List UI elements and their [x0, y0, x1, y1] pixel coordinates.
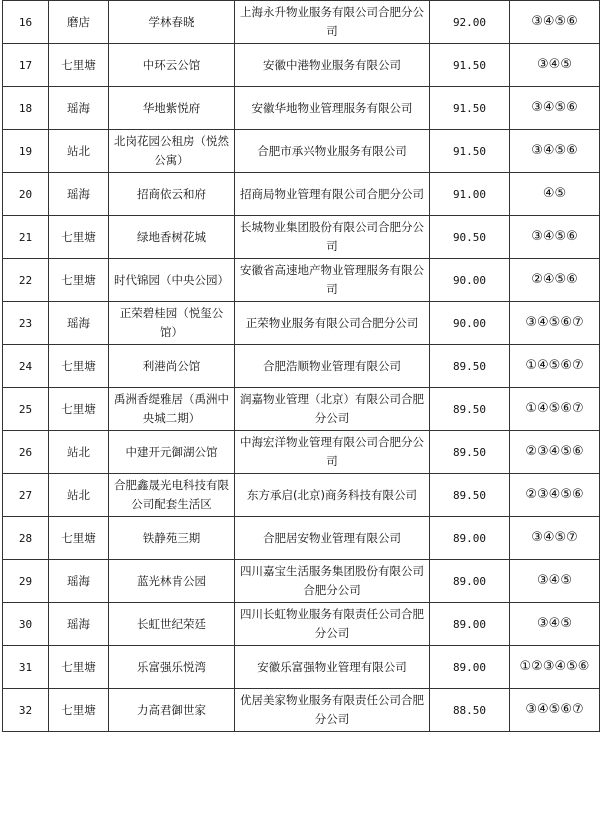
district-cell: 瑶海 — [49, 87, 109, 130]
row-number: 24 — [3, 345, 49, 388]
criteria-tags-cell: ③④⑤⑥ — [510, 87, 600, 130]
table-row — [3, 560, 600, 603]
row-number: 30 — [3, 603, 49, 646]
company-name-cell: 合肥居安物业管理有限公司 — [235, 517, 430, 560]
criteria-tags-cell: ②④⑤⑥ — [510, 259, 600, 302]
project-name-cell: 合肥鑫晟光电科技有限公司配套生活区 — [109, 474, 235, 517]
company-name-cell: 四川嘉宝生活服务集团股份有限公司合肥分公司 — [235, 560, 430, 603]
criteria-tags-cell: ③④⑤⑥⑦ — [510, 302, 600, 345]
criteria-tags-cell: ①②③④⑤⑥ — [510, 646, 600, 689]
score-cell: 92.00 — [430, 1, 510, 44]
criteria-tags-cell: ③④⑤ — [510, 603, 600, 646]
table-row — [3, 345, 600, 388]
row-number: 32 — [3, 689, 49, 732]
row-number: 26 — [3, 431, 49, 474]
row-number: 27 — [3, 474, 49, 517]
table-row — [3, 603, 600, 646]
company-name-cell: 安徽乐富强物业管理有限公司 — [235, 646, 430, 689]
table-row — [3, 44, 600, 87]
company-name-cell: 中海宏洋物业管理有限公司合肥分公司 — [235, 431, 430, 474]
row-number: 19 — [3, 130, 49, 173]
company-name-cell: 四川长虹物业服务有限责任公司合肥分公司 — [235, 603, 430, 646]
table-row — [3, 259, 600, 302]
project-name-cell: 时代锦园（中央公园） — [109, 259, 235, 302]
row-number: 21 — [3, 216, 49, 259]
row-number: 28 — [3, 517, 49, 560]
company-name-cell: 安徽省高速地产物业管理服务有限公司 — [235, 259, 430, 302]
score-cell: 91.50 — [430, 44, 510, 87]
company-name-cell: 安徽华地物业管理服务有限公司 — [235, 87, 430, 130]
table-row — [3, 87, 600, 130]
score-cell: 90.00 — [430, 302, 510, 345]
score-cell: 90.00 — [430, 259, 510, 302]
score-cell: 91.00 — [430, 173, 510, 216]
district-cell: 站北 — [49, 431, 109, 474]
criteria-tags-cell: ③④⑤⑥ — [510, 130, 600, 173]
company-name-cell: 安徽中港物业服务有限公司 — [235, 44, 430, 87]
table-row — [3, 474, 600, 517]
table-row — [3, 130, 600, 173]
company-name-cell: 合肥市承兴物业服务有限公司 — [235, 130, 430, 173]
project-name-cell: 长虹世纪荣廷 — [109, 603, 235, 646]
project-name-cell: 利港尚公馆 — [109, 345, 235, 388]
score-cell: 89.50 — [430, 388, 510, 431]
project-name-cell: 招商依云和府 — [109, 173, 235, 216]
criteria-tags-cell: ②③④⑤⑥ — [510, 431, 600, 474]
score-cell: 89.00 — [430, 517, 510, 560]
criteria-tags-cell: ④⑤ — [510, 173, 600, 216]
table-row — [3, 388, 600, 431]
project-name-cell: 北岗花园公租房（悦然公寓） — [109, 130, 235, 173]
district-cell: 七里塘 — [49, 646, 109, 689]
project-name-cell: 华地紫悦府 — [109, 87, 235, 130]
row-number: 31 — [3, 646, 49, 689]
district-cell: 七里塘 — [49, 689, 109, 732]
company-name-cell: 合肥浩顺物业管理有限公司 — [235, 345, 430, 388]
project-name-cell: 乐富强乐悦湾 — [109, 646, 235, 689]
score-cell: 91.50 — [430, 87, 510, 130]
district-cell: 磨店 — [49, 1, 109, 44]
score-cell: 91.50 — [430, 130, 510, 173]
district-cell: 瑶海 — [49, 173, 109, 216]
company-name-cell: 东方承启(北京)商务科技有限公司 — [235, 474, 430, 517]
criteria-tags-cell: ②③④⑤⑥ — [510, 474, 600, 517]
criteria-tags-cell: ③④⑤⑥ — [510, 216, 600, 259]
row-number: 17 — [3, 44, 49, 87]
district-cell: 七里塘 — [49, 517, 109, 560]
score-cell: 89.50 — [430, 474, 510, 517]
criteria-tags-cell: ①④⑤⑥⑦ — [510, 388, 600, 431]
row-number: 20 — [3, 173, 49, 216]
company-name-cell: 正荣物业服务有限公司合肥分公司 — [235, 302, 430, 345]
company-name-cell: 招商局物业管理有限公司合肥分公司 — [235, 173, 430, 216]
project-name-cell: 学林春晓 — [109, 1, 235, 44]
criteria-tags-cell: ③④⑤⑦ — [510, 517, 600, 560]
table-row — [3, 646, 600, 689]
project-name-cell: 中环云公馆 — [109, 44, 235, 87]
criteria-tags-cell: ③④⑤⑥⑦ — [510, 689, 600, 732]
district-cell: 瑶海 — [49, 302, 109, 345]
project-name-cell: 绿地香树花城 — [109, 216, 235, 259]
project-name-cell: 铁静苑三期 — [109, 517, 235, 560]
score-cell: 88.50 — [430, 689, 510, 732]
table-row — [3, 689, 600, 732]
project-name-cell: 中建开元御湖公馆 — [109, 431, 235, 474]
score-cell: 89.00 — [430, 646, 510, 689]
project-name-cell: 蓝光林肯公园 — [109, 560, 235, 603]
ranking-table — [2, 0, 600, 732]
district-cell: 七里塘 — [49, 216, 109, 259]
district-cell: 七里塘 — [49, 259, 109, 302]
row-number: 16 — [3, 1, 49, 44]
ranking-table-body — [3, 1, 600, 732]
table-row — [3, 216, 600, 259]
criteria-tags-cell: ①④⑤⑥⑦ — [510, 345, 600, 388]
district-cell: 七里塘 — [49, 44, 109, 87]
score-cell: 89.00 — [430, 603, 510, 646]
row-number: 22 — [3, 259, 49, 302]
company-name-cell: 长城物业集团股份有限公司合肥分公司 — [235, 216, 430, 259]
district-cell: 站北 — [49, 474, 109, 517]
score-cell: 89.50 — [430, 345, 510, 388]
district-cell: 七里塘 — [49, 388, 109, 431]
district-cell: 瑶海 — [49, 603, 109, 646]
row-number: 23 — [3, 302, 49, 345]
table-row — [3, 517, 600, 560]
district-cell: 七里塘 — [49, 345, 109, 388]
company-name-cell: 优居美家物业服务有限责任公司合肥分公司 — [235, 689, 430, 732]
score-cell: 89.00 — [430, 560, 510, 603]
criteria-tags-cell: ③④⑤ — [510, 560, 600, 603]
row-number: 18 — [3, 87, 49, 130]
project-name-cell: 力高君御世家 — [109, 689, 235, 732]
project-name-cell: 禹洲香缇雅居（禹洲中央城二期） — [109, 388, 235, 431]
score-cell: 90.50 — [430, 216, 510, 259]
table-row — [3, 173, 600, 216]
row-number: 25 — [3, 388, 49, 431]
row-number: 29 — [3, 560, 49, 603]
criteria-tags-cell: ③④⑤⑥ — [510, 1, 600, 44]
company-name-cell: 润嘉物业管理（北京）有限公司合肥分公司 — [235, 388, 430, 431]
score-cell: 89.50 — [430, 431, 510, 474]
table-row — [3, 302, 600, 345]
district-cell: 站北 — [49, 130, 109, 173]
table-row — [3, 431, 600, 474]
district-cell: 瑶海 — [49, 560, 109, 603]
company-name-cell: 上海永升物业服务有限公司合肥分公司 — [235, 1, 430, 44]
project-name-cell: 正荣碧桂园（悦玺公馆） — [109, 302, 235, 345]
table-row — [3, 1, 600, 44]
criteria-tags-cell: ③④⑤ — [510, 44, 600, 87]
